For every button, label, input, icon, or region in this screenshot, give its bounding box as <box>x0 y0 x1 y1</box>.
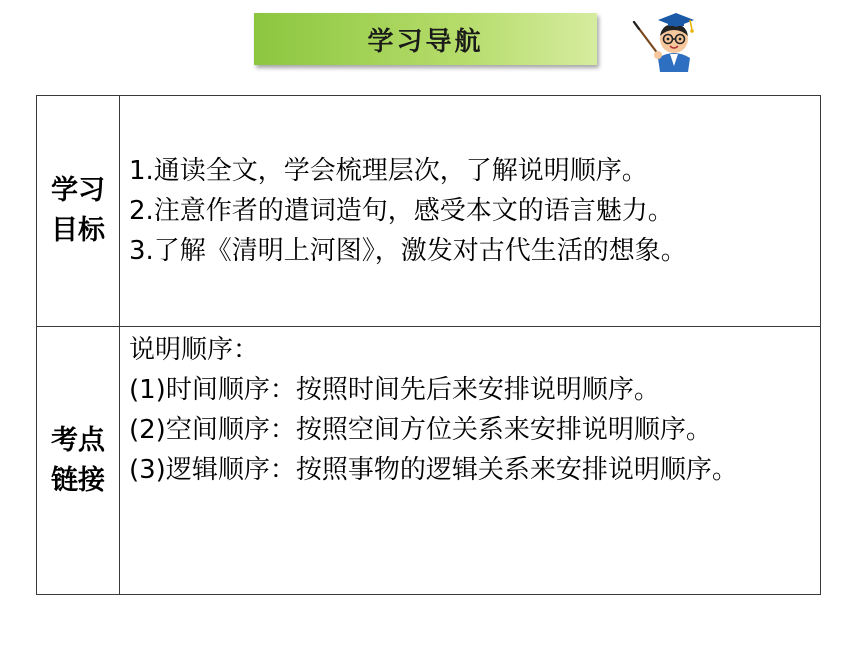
goal-item: 2.注意作者的遣词造句，感受本文的语言魅力。 <box>129 196 674 226</box>
link-item: (2)空间顺序：按照空间方位关系来安排说明顺序。 <box>129 415 712 445</box>
row-label-line: 考点 <box>51 424 105 456</box>
row-label-goals <box>37 96 120 327</box>
table-row-links <box>37 327 821 595</box>
link-item: (1)时间顺序：按照时间先后来安排说明顺序。 <box>129 375 660 405</box>
row-content-links <box>120 327 821 595</box>
row-label-links <box>37 327 120 595</box>
row-content-goals <box>120 96 821 327</box>
graduate-cartoon-with-pointer-icon <box>628 8 704 74</box>
row-label-line: 目标 <box>51 215 105 246</box>
section-banner <box>254 13 597 65</box>
banner-title: 学习导航 <box>367 26 484 57</box>
goal-item: 1.通读全文，学会梳理层次，了解说明顺序。 <box>129 156 648 186</box>
link-heading: 说明顺序： <box>129 335 260 365</box>
goal-item: 3.了解《清明上河图》，激发对古代生活的想象。 <box>129 236 687 266</box>
row-label-line: 学习 <box>51 175 105 206</box>
study-guide-table <box>36 95 821 595</box>
row-label-line: 链接 <box>51 464 105 496</box>
table-row-goals <box>37 96 821 327</box>
link-item: (3)逻辑顺序：按照事物的逻辑关系来安排说明顺序。 <box>129 455 738 485</box>
